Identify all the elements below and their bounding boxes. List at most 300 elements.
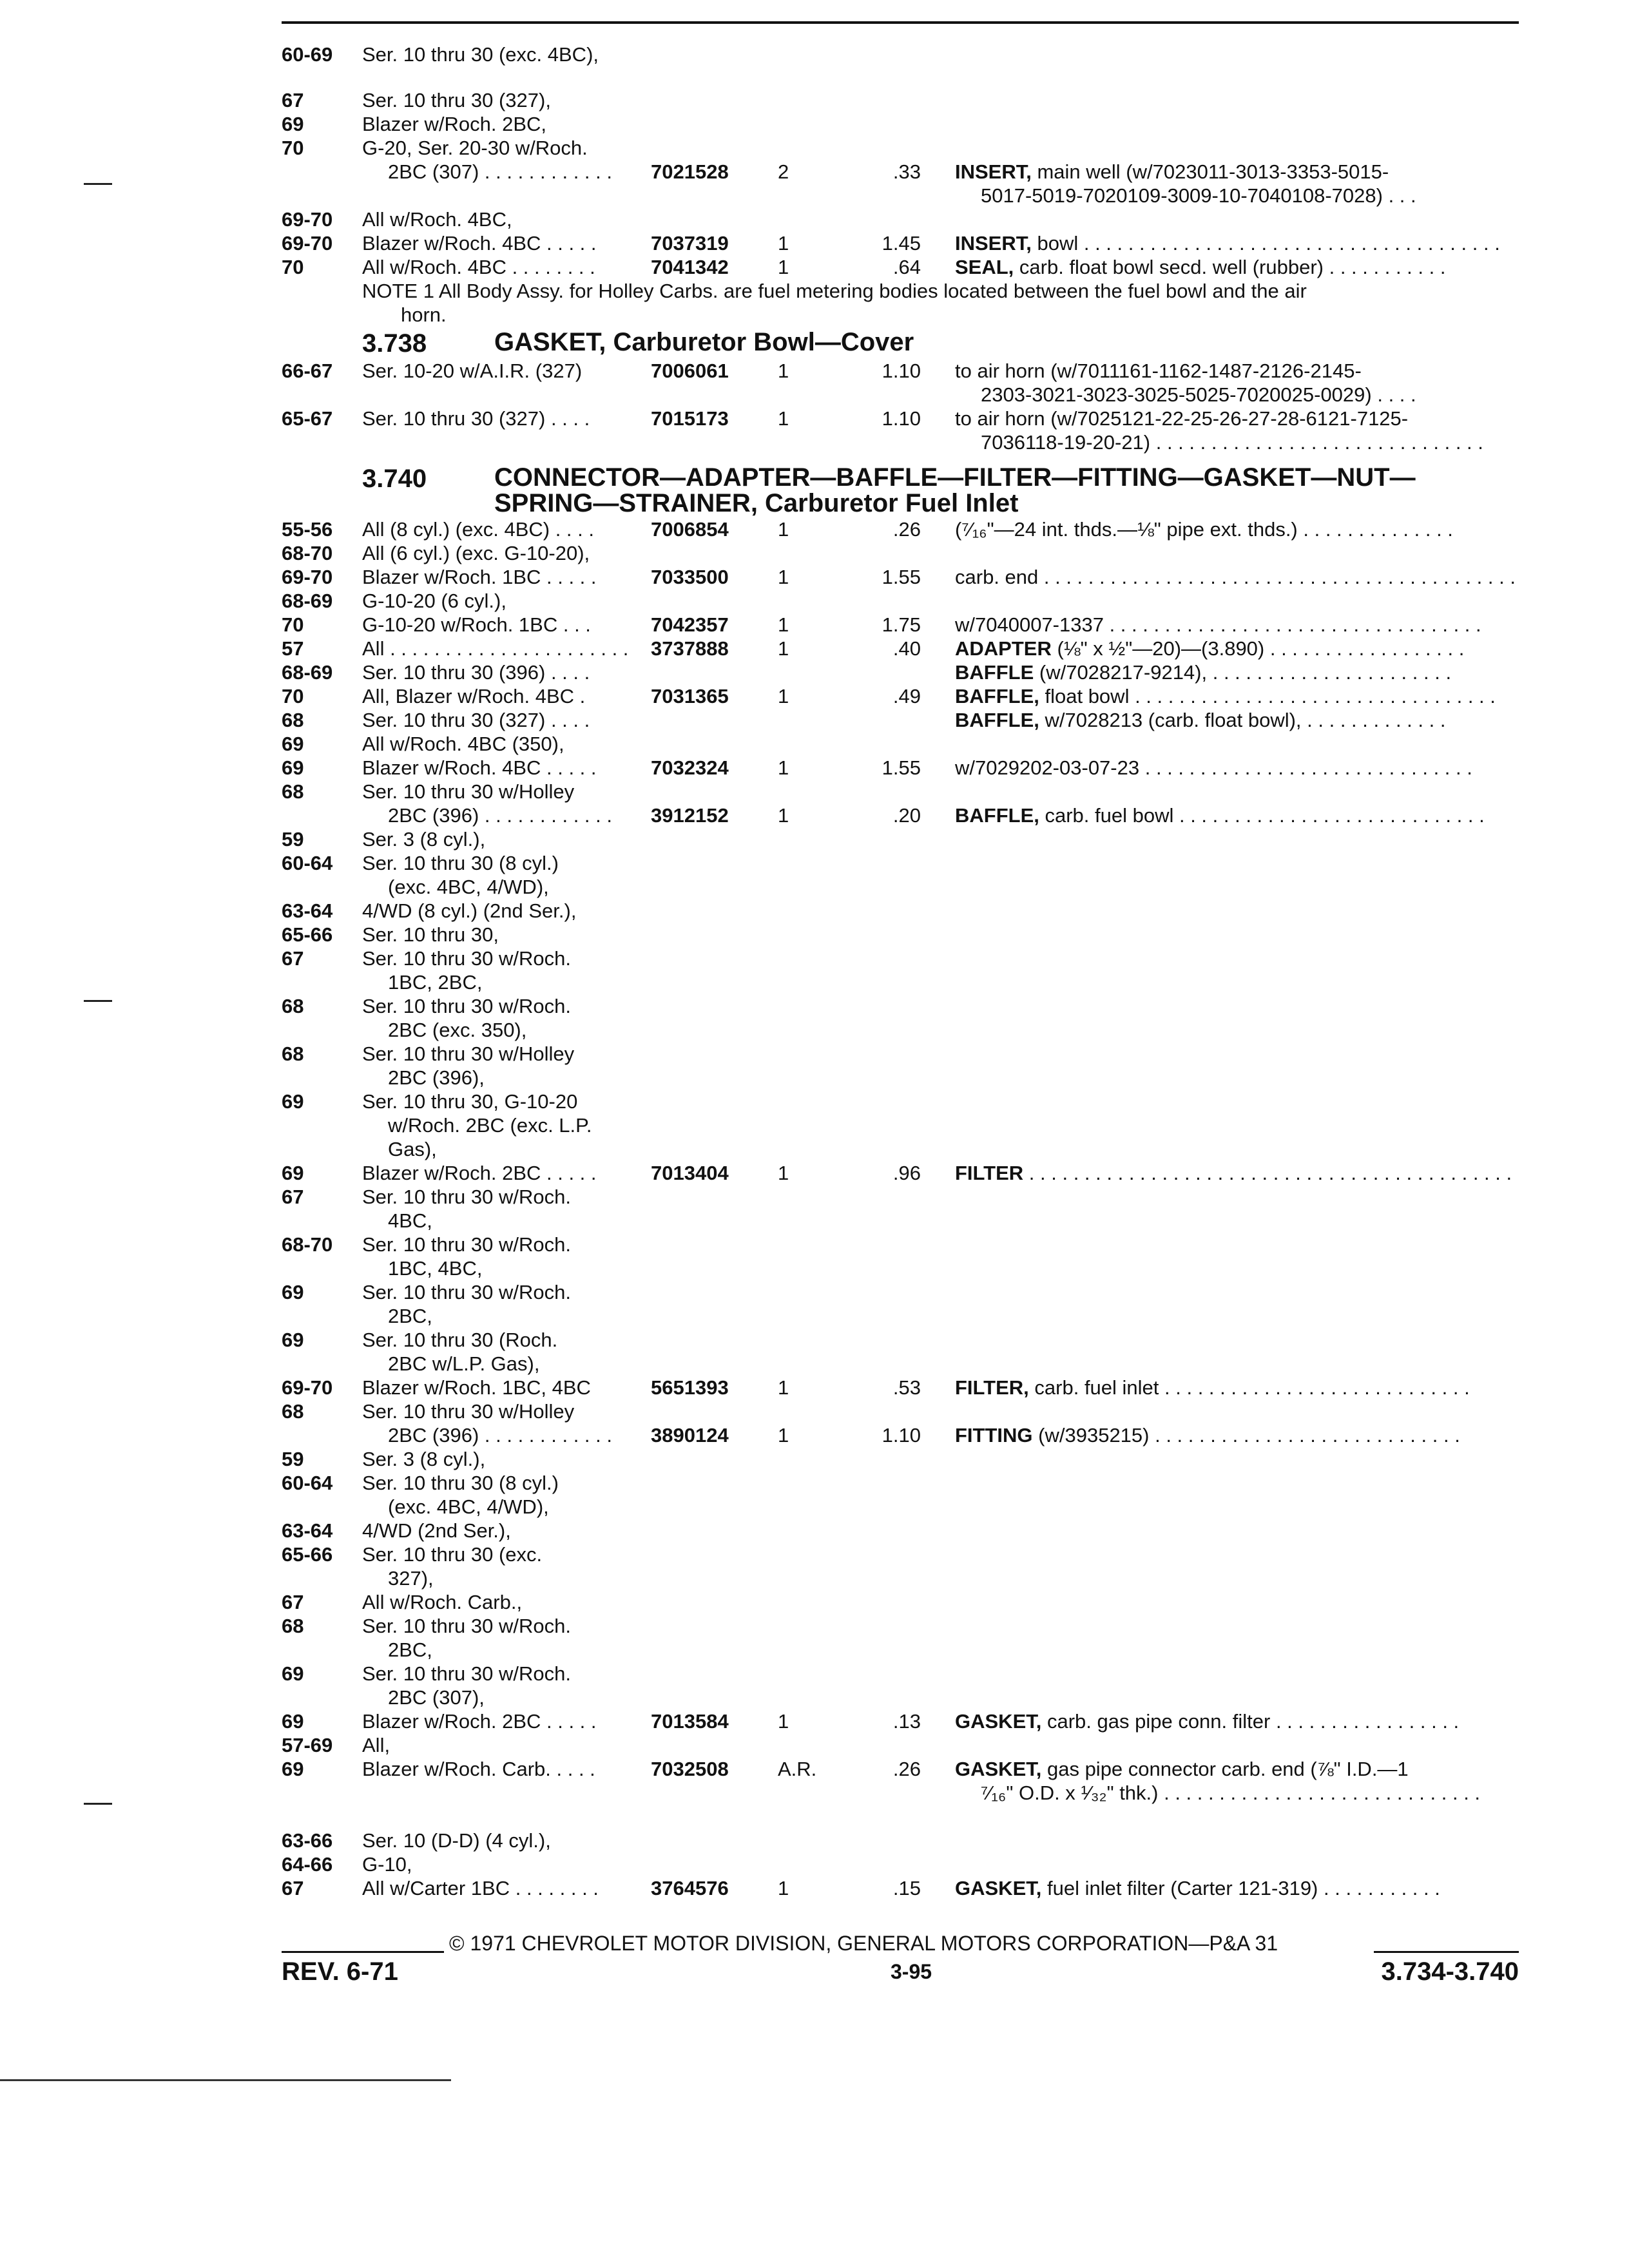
table-row xyxy=(282,780,1519,803)
description xyxy=(955,1423,1460,1447)
description xyxy=(981,1781,1480,1805)
application: All w/Carter 1BC . . . . . . . . xyxy=(362,1877,599,1899)
parts-listing xyxy=(282,43,1519,1900)
description xyxy=(955,660,1451,684)
price: .26 xyxy=(892,1758,921,1780)
table-row xyxy=(282,541,1519,565)
table-row xyxy=(282,1614,1519,1638)
application: G-10-20 w/Roch. 1BC . . . xyxy=(362,613,591,636)
table-row xyxy=(282,1018,1519,1042)
model-years: 70 xyxy=(282,685,304,707)
description-text: carb. end . . . . . . . . . . . . . . . . . . . . . . . . . . . . . . . . . . . . . . . . . . . xyxy=(955,566,1516,588)
model-years: 64-66 xyxy=(282,1853,333,1876)
table-row xyxy=(282,1805,1519,1829)
price: .26 xyxy=(892,518,921,541)
description-text: w/7040007-1337 . . . . . . . . . . . . . . . . . . . . . . . . . . . . . . . . . . xyxy=(955,613,1481,636)
part-number: 7013584 xyxy=(651,1710,729,1733)
table-row xyxy=(282,517,1519,541)
page-number: 3-95 xyxy=(891,1960,932,1983)
model-years: 69-70 xyxy=(282,208,333,231)
model-years: 67 xyxy=(282,89,304,111)
table-row xyxy=(282,708,1519,732)
application: All, xyxy=(362,1734,390,1756)
application: 2BC (307), xyxy=(388,1686,485,1709)
table-row xyxy=(282,637,1519,660)
quantity: A.R. xyxy=(778,1758,817,1780)
table-row xyxy=(282,1471,1519,1495)
application: 2BC w/L.P. Gas), xyxy=(388,1352,540,1375)
table-row xyxy=(282,88,1519,112)
table-row xyxy=(282,231,1519,255)
description-text: (⅛" x ½"—20)—(3.890) . . . . . . . . . . . . . . . . . . xyxy=(1051,637,1465,660)
application: Ser. 10 thru 30 (327) . . . . xyxy=(362,407,590,430)
block-intro xyxy=(282,43,1519,66)
footer-rule xyxy=(1374,1951,1519,1953)
model-years: 70 xyxy=(282,137,304,159)
part-number: 3912152 xyxy=(651,804,729,827)
part-name: GASKET, xyxy=(955,1710,1042,1733)
table-row xyxy=(282,994,1519,1018)
part-name: BAFFLE, xyxy=(955,804,1039,827)
model-years: 67 xyxy=(282,1591,304,1613)
application: Blazer w/Roch. 2BC . . . . . xyxy=(362,1710,597,1733)
description xyxy=(955,1757,1409,1781)
description xyxy=(955,407,1408,430)
table-row xyxy=(282,803,1519,827)
application: 4/WD (2nd Ser.), xyxy=(362,1519,511,1542)
model-years: 69-70 xyxy=(282,566,333,588)
description xyxy=(955,1376,1470,1399)
table-row xyxy=(282,1233,1519,1256)
description-text: 5017-5019-7020109-3009-10-7040108-7028) . . . xyxy=(981,184,1416,207)
description-text: (⁷⁄₁₆"—24 int. thds.—⅛" pipe ext. thds.) . . . . . . . . . . . . . . xyxy=(955,518,1453,541)
table-row xyxy=(282,1209,1519,1233)
price: 1.10 xyxy=(882,360,921,382)
table-row xyxy=(282,1328,1519,1352)
application: 327), xyxy=(388,1567,434,1590)
table-row xyxy=(282,430,1519,454)
price: 1.55 xyxy=(882,756,921,779)
application: Ser. 10 thru 30 w/Holley xyxy=(362,780,575,803)
application: 2BC (exc. 350), xyxy=(388,1019,527,1041)
model-years: 59 xyxy=(282,1448,304,1470)
model-years: 65-66 xyxy=(282,1543,333,1566)
table-row xyxy=(282,1352,1519,1376)
application: Ser. 10 thru 30 w/Roch. xyxy=(362,1281,571,1303)
table-row xyxy=(282,732,1519,756)
model-years: 69 xyxy=(282,1329,304,1351)
margin-mark xyxy=(84,1000,112,1002)
table-row xyxy=(282,875,1519,899)
part-name: BAFFLE, xyxy=(955,709,1039,731)
part-name: INSERT, xyxy=(955,232,1032,255)
description-text: gas pipe connector carb. end (⅞" I.D.—1 xyxy=(1041,1758,1409,1780)
application: Blazer w/Roch. 2BC . . . . . xyxy=(362,1162,597,1184)
table-row xyxy=(282,1280,1519,1304)
application: (exc. 4BC, 4/WD), xyxy=(388,1495,549,1518)
part-name: ADAPTER xyxy=(955,637,1052,660)
table-row xyxy=(282,160,1519,184)
part-number: 7013404 xyxy=(651,1162,729,1184)
application: Ser. 10 thru 30 w/Roch. xyxy=(362,1662,571,1685)
description xyxy=(955,231,1500,255)
table-row xyxy=(282,827,1519,851)
description-text: (w/3935215) . . . . . . . . . . . . . . . . . . . . . . . . . . . . xyxy=(1032,1424,1460,1446)
description xyxy=(955,637,1464,660)
description xyxy=(955,684,1496,708)
application: Ser. 10 thru 30 w/Roch. xyxy=(362,1186,571,1208)
page-footer xyxy=(282,1932,1519,2009)
application: Gas), xyxy=(388,1138,437,1160)
part-name: FILTER xyxy=(955,1162,1024,1184)
table-row xyxy=(282,184,1519,207)
application: Ser. 10 thru 30 w/Roch. xyxy=(362,1615,571,1637)
table-row xyxy=(282,1447,1519,1471)
application: Ser. 10 thru 30 (8 cyl.) xyxy=(362,1472,559,1494)
table-row xyxy=(282,1256,1519,1280)
part-number: 7042357 xyxy=(651,613,729,636)
description-text: fuel inlet filter (Carter 121-319) . . . . . . . . . . . xyxy=(1041,1877,1440,1899)
model-years: 68-70 xyxy=(282,1233,333,1256)
section-title-line1: CONNECTOR—ADAPTER—BAFFLE—FILTER—FITTING—GASKET—NUT— xyxy=(494,463,1416,492)
model-years: 57-69 xyxy=(282,1734,333,1756)
table-row xyxy=(282,1495,1519,1519)
table-row xyxy=(282,1376,1519,1399)
table-row xyxy=(282,684,1519,708)
application: G-10, xyxy=(362,1853,412,1876)
model-years: 65-66 xyxy=(282,923,333,946)
table-row xyxy=(282,1781,1519,1805)
description-text: w/7029202-03-07-23 . . . . . . . . . . . . . . . . . . . . . . . . . . . . . . xyxy=(955,756,1472,779)
section-number: 3.738 xyxy=(362,329,427,358)
model-years: 69 xyxy=(282,756,304,779)
description-text: ⁷⁄₁₆" O.D. x ¹⁄₃₂" thk.) . . . . . . . . . . . . . . . . . . . . . . . . . . . . . xyxy=(981,1782,1481,1804)
quantity: 1 xyxy=(778,1877,789,1899)
table-row xyxy=(282,1566,1519,1590)
description-text: carb. float bowl secd. well (rubber) . . . . . . . . . . . xyxy=(1014,256,1446,278)
application: Ser. 10 thru 30 w/Holley xyxy=(362,1043,575,1065)
model-years: 59 xyxy=(282,828,304,850)
table-row xyxy=(282,923,1519,947)
model-years: 68 xyxy=(282,1400,304,1423)
application: Ser. 10 thru 30 w/Roch. xyxy=(362,947,571,970)
note-row xyxy=(282,279,1519,303)
table-row xyxy=(282,1686,1519,1709)
model-years: 67 xyxy=(282,1186,304,1208)
description xyxy=(955,1161,1512,1185)
price: .49 xyxy=(892,685,921,707)
model-years: 69 xyxy=(282,1758,304,1780)
price: .64 xyxy=(892,256,921,278)
table-row xyxy=(282,383,1519,407)
application: Ser. 10 thru 30 w/Holley xyxy=(362,1400,575,1423)
table-row xyxy=(282,43,1519,66)
margin-mark xyxy=(84,183,112,185)
part-number: 3764576 xyxy=(651,1877,729,1899)
application: Ser. 10 thru 30 w/Roch. xyxy=(362,1233,571,1256)
table-row xyxy=(282,407,1519,430)
section-rows-3-740 xyxy=(282,517,1519,1900)
table-row xyxy=(282,1042,1519,1066)
table-row xyxy=(282,589,1519,613)
application: 4/WD (8 cyl.) (2nd Ser.), xyxy=(362,899,577,922)
application: 2BC (396) . . . . . . . . . . . . xyxy=(388,1424,612,1446)
part-number: 7041342 xyxy=(651,256,729,278)
price: .33 xyxy=(892,160,921,183)
section-heading-3-738 xyxy=(282,327,1519,359)
application: Ser. 3 (8 cyl.), xyxy=(362,1448,486,1470)
quantity: 1 xyxy=(778,637,789,660)
quantity: 1 xyxy=(778,360,789,382)
application: Ser. 10 thru 30 (396) . . . . xyxy=(362,661,590,684)
model-years: 70 xyxy=(282,256,304,278)
application: All . . . . . . . . . . . . . . . . . . . . . . xyxy=(362,637,629,660)
application: All, Blazer w/Roch. 4BC . xyxy=(362,685,586,707)
model-years: 69-70 xyxy=(282,1376,333,1399)
part-number: 3890124 xyxy=(651,1424,729,1446)
application: All w/Roch. Carb., xyxy=(362,1591,523,1613)
table-row xyxy=(282,565,1519,589)
part-number: 3737888 xyxy=(651,637,729,660)
application: Blazer w/Roch. 2BC, xyxy=(362,113,546,135)
table-row xyxy=(282,1137,1519,1161)
model-years: 63-66 xyxy=(282,1829,333,1852)
quantity: 1 xyxy=(778,518,789,541)
table-row xyxy=(282,1638,1519,1662)
table-row xyxy=(282,1161,1519,1185)
application: Ser. 10 thru 30 w/Roch. xyxy=(362,995,571,1017)
price: .15 xyxy=(892,1877,921,1899)
application: Blazer w/Roch. 1BC . . . . . xyxy=(362,566,597,588)
footer-rule xyxy=(282,1951,444,1953)
top-rule xyxy=(282,21,1519,24)
description-text: main well (w/7023011-3013-3353-5015- xyxy=(1031,160,1389,183)
application: All w/Roch. 4BC (350), xyxy=(362,733,564,755)
part-number: 7015173 xyxy=(651,407,729,430)
quantity: 1 xyxy=(778,1162,789,1184)
table-row xyxy=(282,1757,1519,1781)
application: Ser. 10 thru 30 (exc. xyxy=(362,1543,543,1566)
description xyxy=(955,517,1453,541)
application: Ser. 10 thru 30 (8 cyl.) xyxy=(362,852,559,874)
quantity: 1 xyxy=(778,804,789,827)
table-row xyxy=(282,1304,1519,1328)
model-years: 65-67 xyxy=(282,407,333,430)
part-name: GASKET, xyxy=(955,1877,1042,1899)
price: .53 xyxy=(892,1376,921,1399)
part-name: FITTING xyxy=(955,1424,1033,1446)
part-number: 7033500 xyxy=(651,566,729,588)
description xyxy=(955,613,1481,637)
part-number: 5651393 xyxy=(651,1376,729,1399)
table-row xyxy=(282,1829,1519,1852)
quantity: 1 xyxy=(778,256,789,278)
model-years: 69 xyxy=(282,1162,304,1184)
revision-label: REV. 6-71 xyxy=(282,1957,398,1986)
application: Ser. 10 thru 30, G-10-20 xyxy=(362,1090,578,1113)
model-years: 63-64 xyxy=(282,1519,333,1542)
table-row xyxy=(282,1852,1519,1876)
table-row xyxy=(282,207,1519,231)
price: 1.45 xyxy=(882,232,921,255)
application: Ser. 10 thru 30 (Roch. xyxy=(362,1329,558,1351)
table-row xyxy=(282,1876,1519,1900)
note-row-cont xyxy=(282,303,1519,327)
table-row xyxy=(282,1519,1519,1542)
model-years: 68 xyxy=(282,709,304,731)
table-row xyxy=(282,660,1519,684)
model-years: 68 xyxy=(282,995,304,1017)
model-years: 68 xyxy=(282,1615,304,1637)
model-years: 69 xyxy=(282,113,304,135)
application: Ser. 3 (8 cyl.), xyxy=(362,828,486,850)
table-row xyxy=(282,1542,1519,1566)
note-text-cont: horn. xyxy=(401,303,447,326)
description-text: carb. fuel inlet . . . . . . . . . . . . . . . . . . . . . . . . . . . . xyxy=(1028,1376,1470,1399)
application: w/Roch. 2BC (exc. L.P. xyxy=(388,1114,592,1137)
model-years: 68 xyxy=(282,1043,304,1065)
table-row xyxy=(282,851,1519,875)
section-range: 3.734-3.740 xyxy=(1381,1957,1519,1986)
description-text: carb. fuel bowl . . . . . . . . . . . . . . . . . . . . . . . . . . . . xyxy=(1039,804,1485,827)
description-text: carb. gas pipe conn. filter . . . . . . . . . . . . . . . . . xyxy=(1041,1710,1460,1733)
part-number: 7037319 xyxy=(651,232,729,255)
quantity: 1 xyxy=(778,232,789,255)
application: 1BC, 2BC, xyxy=(388,971,483,994)
scan-edge-mark xyxy=(0,2079,451,2081)
part-number: 7021528 xyxy=(651,160,729,183)
model-years: 68-70 xyxy=(282,542,333,564)
application: Ser. 10 thru 30, xyxy=(362,923,499,946)
table-row xyxy=(282,1662,1519,1686)
model-years: 67 xyxy=(282,947,304,970)
part-number: 7006061 xyxy=(651,360,729,382)
description xyxy=(955,1876,1440,1900)
description xyxy=(955,255,1445,279)
model-years: 63-64 xyxy=(282,899,333,922)
description-text: 2303-3021-3023-3025-5025-7020025-0029) . . . . xyxy=(981,383,1416,406)
price: 1.10 xyxy=(882,1424,921,1446)
quantity: 1 xyxy=(778,1376,789,1399)
table-row xyxy=(282,112,1519,136)
model-years: 69 xyxy=(282,1710,304,1733)
quantity: 2 xyxy=(778,160,789,183)
part-name: INSERT, xyxy=(955,160,1032,183)
part-name: GASKET, xyxy=(955,1758,1042,1780)
table-row xyxy=(282,613,1519,637)
model-years: 57 xyxy=(282,637,304,660)
quantity: 1 xyxy=(778,1424,789,1446)
price: .40 xyxy=(892,637,921,660)
application: 2BC (307) . . . . . . . . . . . . xyxy=(388,160,612,183)
description xyxy=(981,430,1483,454)
section-title-line2: SPRING—STRAINER, Carburetor Fuel Inlet xyxy=(494,489,1019,517)
table-row xyxy=(282,1399,1519,1423)
description-text: to air horn (w/7025121-22-25-26-27-28-6121-7125- xyxy=(955,407,1409,430)
part-number: 7006854 xyxy=(651,518,729,541)
price: .13 xyxy=(892,1710,921,1733)
part-name: SEAL, xyxy=(955,256,1014,278)
table-row xyxy=(282,1113,1519,1137)
model-years: 60-64 xyxy=(282,852,333,874)
table-row xyxy=(282,970,1519,994)
part-number: 7032508 xyxy=(651,1758,729,1780)
description-text: . . . . . . . . . . . . . . . . . . . . . . . . . . . . . . . . . . . . . . . . . . . . xyxy=(1023,1162,1512,1184)
table-row xyxy=(282,359,1519,383)
description-text: 7036118-19-20-21) . . . . . . . . . . . . . . . . . . . . . . . . . . . . . . xyxy=(981,431,1483,454)
model-years: 67 xyxy=(282,1877,304,1899)
quantity: 1 xyxy=(778,613,789,636)
table-row xyxy=(282,756,1519,780)
part-number: 7032324 xyxy=(651,756,729,779)
table-row xyxy=(282,947,1519,970)
application: 1BC, 4BC, xyxy=(388,1257,483,1280)
price: 1.55 xyxy=(882,566,921,588)
quantity: 1 xyxy=(778,756,789,779)
table-row xyxy=(282,1423,1519,1447)
block-inserts xyxy=(282,88,1519,279)
application: Ser. 10 thru 30 (327), xyxy=(362,89,551,111)
description-text: bowl . . . . . . . . . . . . . . . . . . . . . . . . . . . . . . . . . . . . . . xyxy=(1031,232,1500,255)
table-row xyxy=(282,136,1519,160)
application: 2BC (396) . . . . . . . . . . . . xyxy=(388,804,612,827)
margin-mark xyxy=(84,1803,112,1805)
description xyxy=(955,708,1445,732)
description-text: to air horn (w/7011161-1162-1487-2126-2145- xyxy=(955,360,1362,382)
model-years: 69 xyxy=(282,733,304,755)
model-years: 60-64 xyxy=(282,1472,333,1494)
table-row xyxy=(282,1185,1519,1209)
description xyxy=(955,756,1472,780)
application: Ser. 10 thru 30 (exc. 4BC), xyxy=(362,43,599,66)
quantity: 1 xyxy=(778,407,789,430)
quantity: 1 xyxy=(778,685,789,707)
description xyxy=(955,359,1362,383)
table-row xyxy=(282,1066,1519,1090)
description xyxy=(955,160,1389,184)
application: G-10-20 (6 cyl.), xyxy=(362,590,506,612)
application: All (6 cyl.) (exc. G-10-20), xyxy=(362,542,590,564)
application: 2BC, xyxy=(388,1639,432,1661)
model-years: 69-70 xyxy=(282,232,333,255)
table-row xyxy=(282,255,1519,279)
application: Ser. 10-20 w/A.I.R. (327) xyxy=(362,360,583,382)
application: Blazer w/Roch. 4BC . . . . . xyxy=(362,232,597,255)
description xyxy=(955,803,1485,827)
application: 2BC (396), xyxy=(388,1066,485,1089)
price: 1.75 xyxy=(882,613,921,636)
application: All (8 cyl.) (exc. 4BC) . . . . xyxy=(362,518,594,541)
note-text: NOTE 1 All Body Assy. for Holley Carbs. are fuel metering bodies located between the fuel bowl and the air xyxy=(362,280,1307,302)
table-row xyxy=(282,1090,1519,1113)
application: Blazer w/Roch. Carb. . . . . xyxy=(362,1758,595,1780)
section-heading-3-740 xyxy=(282,462,1519,517)
application: All w/Roch. 4BC . . . . . . . . xyxy=(362,256,595,278)
price: 1.10 xyxy=(882,407,921,430)
application: G-20, Ser. 20-30 w/Roch. xyxy=(362,137,588,159)
description-text: float bowl . . . . . . . . . . . . . . . . . . . . . . . . . . . . . . . . . xyxy=(1039,685,1496,707)
section-rows-3-738 xyxy=(282,359,1519,454)
application: (exc. 4BC, 4/WD), xyxy=(388,876,549,898)
part-number: 7031365 xyxy=(651,685,729,707)
application: 4BC, xyxy=(388,1209,432,1232)
part-name: BAFFLE, xyxy=(955,685,1039,707)
description xyxy=(981,184,1416,207)
description xyxy=(955,565,1516,589)
table-row xyxy=(282,1590,1519,1614)
description xyxy=(955,1709,1459,1733)
application: Blazer w/Roch. 4BC . . . . . xyxy=(362,756,597,779)
